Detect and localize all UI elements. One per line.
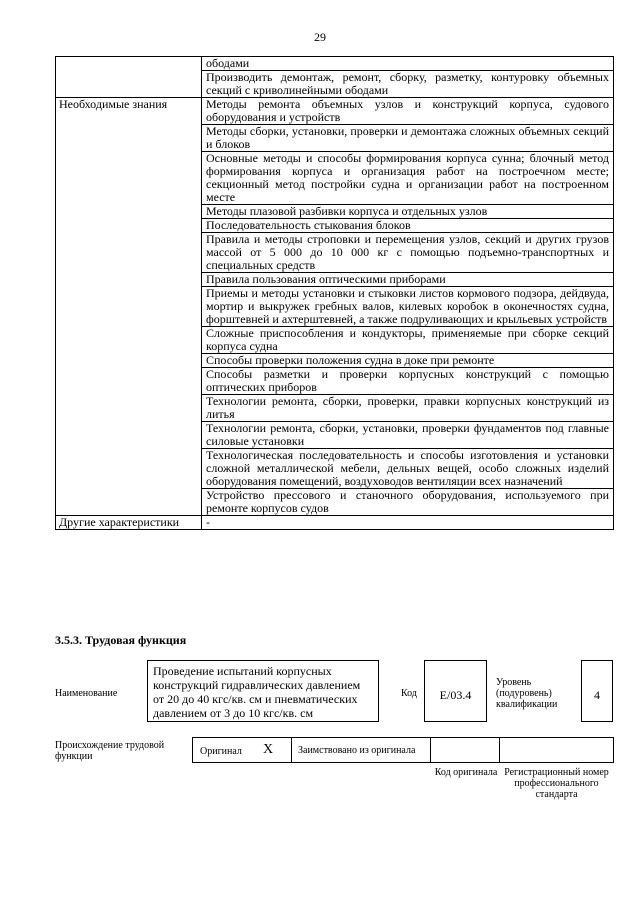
row-text: Основные методы и способы формирования корпуса сунна; блочный метод формирования корпуса и организация работ на построечном месте; секционный метод постройки судна и организации работ на построенном месте — [202, 152, 614, 205]
code-label: Код — [401, 688, 417, 699]
row-text: Устройство прессового и станочного оборудования, используемого при ремонте корпусов судов — [202, 489, 614, 516]
knowledge-table — [55, 56, 614, 530]
row-text: Последовательность стыкования блоков — [202, 219, 614, 233]
row-text: Способы разметки и проверки корпусных конструкций с помощью оптических приборов — [202, 368, 614, 395]
row-text: Методы плазовой разбивки корпуса и отдельных узлов — [202, 205, 614, 219]
row-text: Технологическая последовательность и способы изготовления и установки сложной металлической мебели, дельных вещей, особо сложных изделий оборудования помещений, воздуховодов вентиляции всех назначений — [202, 449, 614, 489]
row-text: Методы сборки, установки, проверки и демонтажа сложных объемных секций и блоков — [202, 125, 614, 152]
table-row — [56, 98, 614, 125]
row-text: Производить демонтаж, ремонт, сборку, разметку, контуровку объемных секций с криволинейными ободами — [202, 71, 614, 98]
page-number: 29 — [314, 30, 326, 44]
code-original-label: Код оригинала — [434, 767, 498, 778]
origin-label: Происхождение трудовой функции — [55, 740, 165, 762]
code-box — [424, 660, 487, 722]
row-text: Технологии ремонта, сборки, установки, проверки фундаментов под главные силовые установки — [202, 422, 614, 449]
borrowed-box — [291, 737, 431, 763]
row-text: Методы ремонта объемных узлов и конструкций корпуса, судового оборудования и устройств — [202, 98, 614, 125]
original-label: Оригинал — [200, 746, 242, 757]
row-label: Другие характеристики — [56, 516, 202, 530]
borrowed-label: Заимствовано из оригинала — [298, 745, 416, 756]
level-value: 4 — [594, 688, 600, 702]
row-text: ободами — [202, 57, 614, 71]
reg-number-box — [499, 737, 614, 763]
level-box — [581, 660, 613, 722]
row-text: Правила пользования оптическими приборами — [202, 273, 614, 287]
row-label — [56, 57, 202, 98]
level-label: Уровень (подуровень) квалификации — [496, 677, 558, 710]
row-text: Правила и методы строповки и перемещения узлов, секций и других грузов массой от 5 000 до 10 000 кг с помощью подъемно-транспортных и специальных средств — [202, 233, 614, 273]
row-text: Технологии ремонта, сборки, проверки, правки корпусных конструкций из литья — [202, 395, 614, 422]
function-name-value: Проведение испытаний корпусных конструкций гидравлических давлением от 20 до 40 кгс/кв. см и пневматических давлением от 3 до 10 кгс/кв. см — [153, 664, 361, 720]
table-row — [56, 516, 614, 530]
row-text: - — [202, 516, 614, 530]
section-heading: 3.5.3. Трудовая функция — [55, 633, 187, 647]
row-label: Необходимые знания — [56, 98, 202, 516]
original-box — [192, 737, 292, 763]
table-row — [56, 57, 614, 71]
row-text: Приемы и методы установки и стыковки листов кормового подзора, дейдвуда, мортир и выкружек гребных валов, килевых коробок в оконечностях судна, форштевней и ахтерштевней, а также подруливающих и крыльевых устройств — [202, 287, 614, 327]
reg-number-label: Регистрационный номер профессионального стандарта — [504, 767, 609, 800]
row-text: Сложные приспособления и кондукторы, применяемые при сборке секций корпуса судна — [202, 327, 614, 354]
row-text: Способы проверки положения судна в доке при ремонте — [202, 354, 614, 368]
original-mark: X — [263, 742, 274, 757]
name-label: Наименование — [55, 688, 118, 699]
code-value: E/03.4 — [439, 688, 472, 702]
function-name-box — [147, 660, 379, 722]
code-original-box — [430, 737, 500, 763]
